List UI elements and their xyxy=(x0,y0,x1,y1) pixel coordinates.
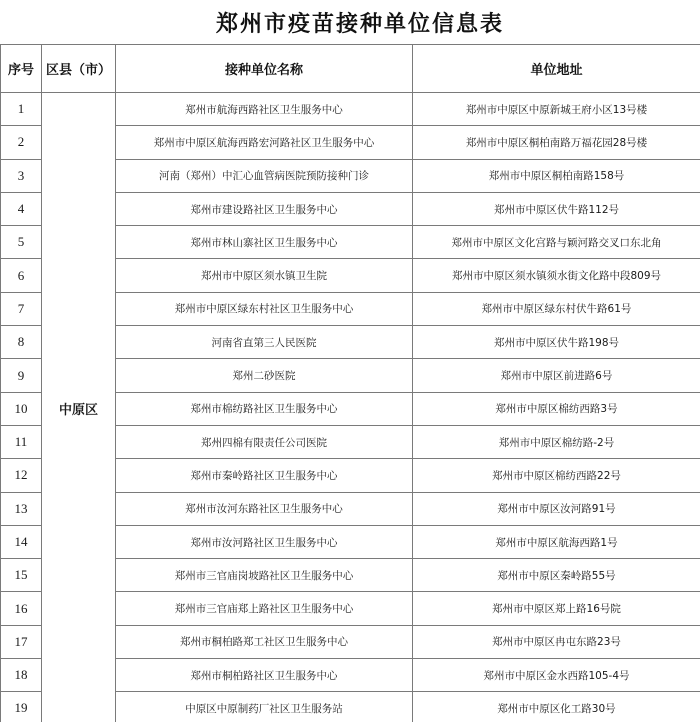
address-cell: 郑州市中原区冉屯东路23号 xyxy=(413,625,700,658)
unit-name-cell: 郑州市汝河路社区卫生服务中心 xyxy=(116,525,413,558)
row-index: 14 xyxy=(1,525,42,558)
row-index: 19 xyxy=(1,692,42,722)
unit-name-cell: 郑州市棉纺路社区卫生服务中心 xyxy=(116,392,413,425)
row-index: 18 xyxy=(1,659,42,692)
address-cell: 郑州市中原区伏牛路198号 xyxy=(413,326,700,359)
unit-name-cell: 中原区中原制药厂社区卫生服务站 xyxy=(116,692,413,722)
unit-name-cell: 郑州市三官庙岗坡路社区卫生服务中心 xyxy=(116,559,413,592)
row-index: 5 xyxy=(1,226,42,259)
unit-name-cell: 郑州市航海西路社区卫生服务中心 xyxy=(116,93,413,126)
row-index: 10 xyxy=(1,392,42,425)
vaccination-sites-table xyxy=(0,44,700,722)
unit-name-cell: 郑州市林山寨社区卫生服务中心 xyxy=(116,226,413,259)
row-index: 11 xyxy=(1,425,42,458)
row-index: 9 xyxy=(1,359,42,392)
table-row xyxy=(1,93,700,126)
unit-name-cell: 郑州市建设路社区卫生服务中心 xyxy=(116,192,413,225)
row-index: 3 xyxy=(1,159,42,192)
row-index: 15 xyxy=(1,559,42,592)
title-bar xyxy=(0,0,700,44)
address-cell: 郑州市中原区棉纺西路22号 xyxy=(413,459,700,492)
address-cell: 郑州市中原区秦岭路55号 xyxy=(413,559,700,592)
address-cell: 郑州市中原区棉纺路-2号 xyxy=(413,425,700,458)
row-index: 2 xyxy=(1,126,42,159)
address-cell: 郑州市中原区前进路6号 xyxy=(413,359,700,392)
unit-name-cell: 郑州市汝河东路社区卫生服务中心 xyxy=(116,492,413,525)
unit-name-cell: 河南（郑州）中汇心血管病医院预防接种门诊 xyxy=(116,159,413,192)
header-address: 单位地址 xyxy=(413,45,700,93)
unit-name-cell: 郑州市桐柏路郑工社区卫生服务中心 xyxy=(116,625,413,658)
unit-name-cell: 郑州市中原区绿东村社区卫生服务中心 xyxy=(116,292,413,325)
row-index: 1 xyxy=(1,93,42,126)
address-cell: 郑州市中原区须水镇须水街文化路中段809号 xyxy=(413,259,700,292)
address-cell: 郑州市中原区文化宫路与颖河路交叉口东北角 xyxy=(413,226,700,259)
address-cell: 郑州市中原区伏牛路112号 xyxy=(413,192,700,225)
address-cell: 郑州市中原区郑上路16号院 xyxy=(413,592,700,625)
address-cell: 郑州市中原区汝河路91号 xyxy=(413,492,700,525)
table-header-row xyxy=(1,45,700,93)
address-cell: 郑州市中原区桐柏南路158号 xyxy=(413,159,700,192)
header-index: 序号 xyxy=(1,45,42,93)
unit-name-cell: 郑州市秦岭路社区卫生服务中心 xyxy=(116,459,413,492)
unit-name-cell: 郑州市三官庙郑上路社区卫生服务中心 xyxy=(116,592,413,625)
address-cell: 郑州市中原区航海西路1号 xyxy=(413,525,700,558)
address-cell: 郑州市中原区棉纺西路3号 xyxy=(413,392,700,425)
district-cell: 中原区 xyxy=(42,93,116,722)
row-index: 4 xyxy=(1,192,42,225)
header-district: 区县（市） xyxy=(42,45,116,93)
address-cell: 郑州市中原区中原新城王府小区13号楼 xyxy=(413,93,700,126)
row-index: 8 xyxy=(1,326,42,359)
row-index: 6 xyxy=(1,259,42,292)
address-cell: 郑州市中原区金水西路105-4号 xyxy=(413,659,700,692)
table-body xyxy=(1,93,700,722)
row-index: 13 xyxy=(1,492,42,525)
unit-name-cell: 郑州二砂医院 xyxy=(116,359,413,392)
unit-name-cell: 河南省直第三人民医院 xyxy=(116,326,413,359)
table-header xyxy=(1,45,700,93)
unit-name-cell: 郑州市中原区须水镇卫生院 xyxy=(116,259,413,292)
row-index: 16 xyxy=(1,592,42,625)
header-unit-name: 接种单位名称 xyxy=(116,45,413,93)
address-cell: 郑州市中原区化工路30号 xyxy=(413,692,700,722)
row-index: 7 xyxy=(1,292,42,325)
unit-name-cell: 郑州市中原区航海西路宏河路社区卫生服务中心 xyxy=(116,126,413,159)
page-title: 郑州市疫苗接种单位信息表 xyxy=(215,10,504,37)
address-cell: 郑州市中原区绿东村伏牛路61号 xyxy=(413,292,700,325)
unit-name-cell: 郑州市桐柏路社区卫生服务中心 xyxy=(116,659,413,692)
unit-name-cell: 郑州四棉有限责任公司医院 xyxy=(116,425,413,458)
row-index: 12 xyxy=(1,459,42,492)
row-index: 17 xyxy=(1,625,42,658)
address-cell: 郑州市中原区桐柏南路万福花园28号楼 xyxy=(413,126,700,159)
